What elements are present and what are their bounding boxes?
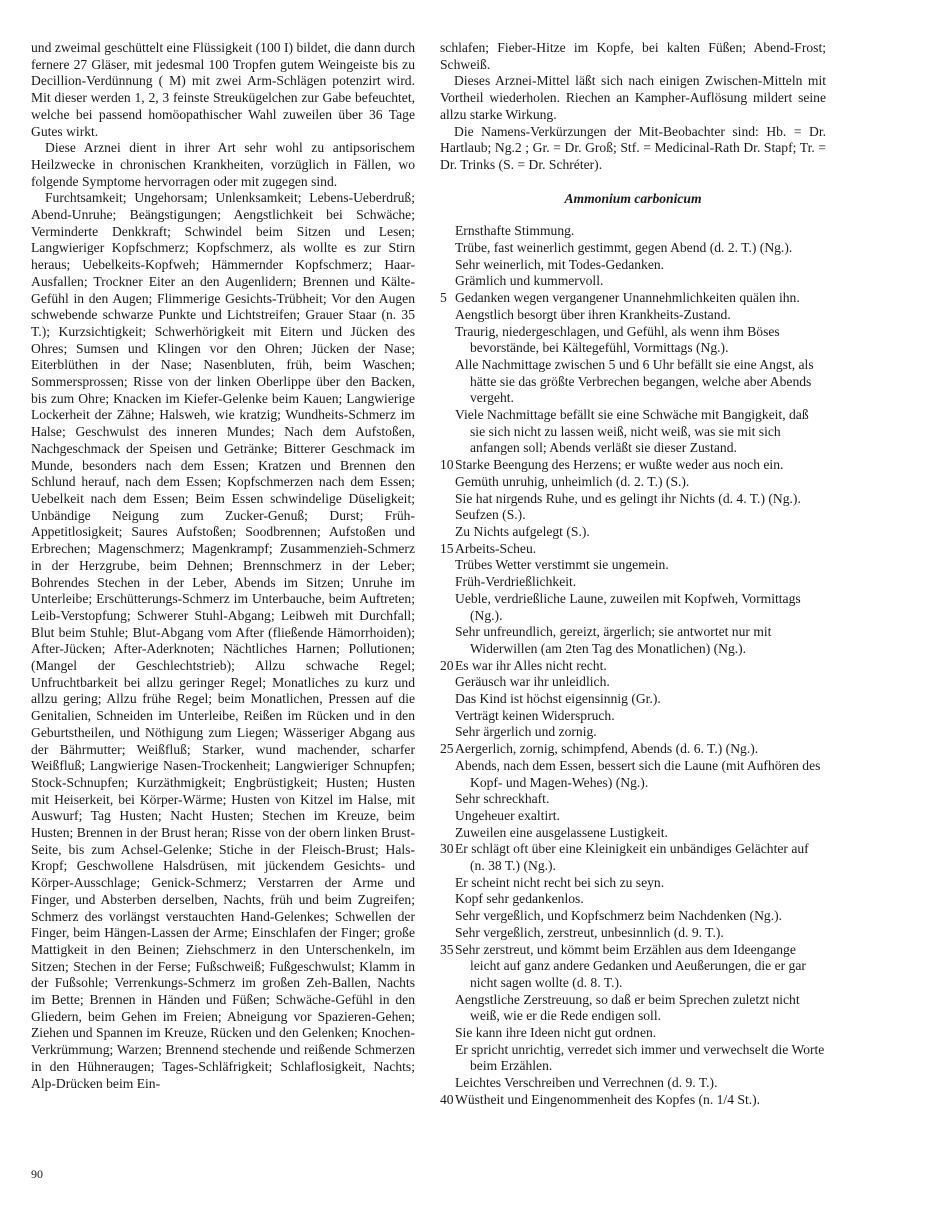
entry-text: Er scheint nicht recht bei sich zu seyn. bbox=[455, 874, 665, 890]
entry-text: Wüstheit und Eingenommenheit des Kopfes (n. 1/4 St.). bbox=[455, 1091, 761, 1107]
paragraph-usage: Diese Arznei dient in ihrer Art sehr wohl zu antipsorischem Heilzwecke in chronischen Krankheiten, vorzüglich in Fällen, wo folgende Symptome hervorragen oder mit zugegen sind. bbox=[31, 140, 415, 189]
entry-text: Er schlägt oft über eine Kleinigkeit ein unbändiges Gelächter auf (n. 38 T.) (Ng.). bbox=[455, 841, 809, 874]
symptom-entry bbox=[440, 691, 826, 708]
entry-text: Trübes Wetter verstimmt sie ungemein. bbox=[455, 557, 669, 573]
symptom-entry bbox=[440, 257, 826, 274]
symptom-entry bbox=[440, 908, 826, 925]
entry-text: Gemüth unruhig, unheimlich (d. 2. T.) (S.). bbox=[455, 473, 690, 489]
paragraph-abbreviations: Die Namens-Verkürzungen der Mit-Beobachter sind: Hb. = Dr. Hartlaub; Ng.2 ; Gr. = Dr. Groß; Stf. = Medicinal-Rath Dr. Stapf; Tr. = Dr. Trinks (S. = Dr. Schréter). bbox=[440, 123, 826, 172]
entry-text: Es war ihr Alles nicht recht. bbox=[455, 657, 607, 673]
entry-text: Geräusch war ihr unleidlich. bbox=[455, 674, 610, 690]
entry-text: Aergerlich, zornig, schimpfend, Abends (d. 6. T.) (Ng.). bbox=[455, 741, 759, 757]
symptom-entry bbox=[440, 307, 826, 324]
entry-text: Sehr weinerlich, mit Todes-Gedanken. bbox=[455, 256, 665, 272]
entry-text: Trübe, fast weinerlich gestimmt, gegen Abend (d. 2. T.) (Ng.). bbox=[455, 240, 793, 256]
symptom-entry bbox=[440, 223, 826, 240]
entry-text: Sehr ärgerlich und zornig. bbox=[455, 724, 597, 740]
symptom-entry bbox=[440, 925, 826, 942]
entry-text: Sehr vergeßlich, und Kopfschmerz beim Nachdenken (Ng.). bbox=[455, 908, 783, 924]
symptom-entry bbox=[440, 591, 826, 624]
symptom-entry bbox=[440, 808, 826, 825]
entry-text: Arbeits-Scheu. bbox=[455, 540, 537, 556]
entry-text: Abends, nach dem Essen, bessert sich die Laune (mit Aufhören des Kopf- und Magen-Wehes) (Ng.). bbox=[455, 757, 821, 790]
entry-text: Das Kind ist höchst eigensinnig (Gr.). bbox=[455, 691, 661, 707]
entry-text: Ueble, verdrießliche Laune, zuweilen mit Kopfweh, Vormittags (Ng.). bbox=[455, 590, 801, 623]
symptom-entry bbox=[440, 791, 826, 808]
symptom-entry bbox=[440, 240, 826, 257]
right-column bbox=[440, 40, 826, 1109]
symptom-entry bbox=[440, 273, 826, 290]
symptom-entry bbox=[440, 574, 826, 591]
entry-text: Aengstlich besorgt über ihren Krankheits-Zustand. bbox=[455, 306, 731, 322]
entry-text: Viele Nachmittage befällt sie eine Schwäche mit Bangigkeit, daß sie sich nicht zu lassen weiß, nicht weiß, was sie mit sich anfangen soll; Abends verläßt sie dieser Zustand. bbox=[455, 407, 809, 456]
entry-text: Sehr vergeßlich, zerstreut, unbesinnlich (d. 9. T.). bbox=[455, 924, 724, 940]
entry-text: Verträgt keinen Widerspruch. bbox=[455, 707, 615, 723]
symptom-entry bbox=[440, 724, 826, 741]
entry-text: Früh-Verdrießlichkeit. bbox=[455, 574, 577, 590]
entry-text: Sie hat nirgends Ruhe, und es gelingt ihr Nichts (d. 4. T.) (Ng.). bbox=[455, 490, 801, 506]
symptom-entry: 35Sehr zerstreut, und kömmt beim Erzählen aus dem Ideengange leicht auf ganz andere Gedanken und Aeußerungen, die er gar nicht sagen wollte (d. 8. T.). bbox=[440, 941, 806, 990]
entry-text: Grämlich und kummervoll. bbox=[455, 273, 604, 289]
entry-text: Ernsthafte Stimmung. bbox=[455, 223, 575, 239]
symptom-entry bbox=[440, 357, 826, 407]
symptom-entry bbox=[440, 624, 826, 657]
symptom-entry bbox=[440, 324, 826, 357]
entry-text: Zuweilen eine ausgelassene Lustigkeit. bbox=[455, 824, 668, 840]
entry-text: Traurig, niedergeschlagen, und Gefühl, als wenn ihm Böses bevorstände, bei Kältegefühl, Vormittags (Ng.). bbox=[455, 323, 780, 356]
paragraph-continuation: schlafen; Fieber-Hitze im Kopfe, bei kalten Füßen; Abend-Frost; Schweiß. bbox=[440, 40, 826, 72]
entry-text: Zu Nichts aufgelegt (S.). bbox=[455, 523, 590, 539]
section-heading: Ammonium carbonicum bbox=[564, 190, 702, 206]
entry-text: Sehr unfreundlich, gereizt, ärgerlich; sie antwortet nur mit Widerwillen (am 2ten Tag des Monatlichen) (Ng.). bbox=[455, 624, 772, 656]
page-number: 90 bbox=[31, 1167, 43, 1181]
symptom-entry bbox=[440, 825, 826, 842]
symptom-entry bbox=[440, 1025, 826, 1042]
symptom-entry: 30Er schlägt oft über eine Kleinigkeit ein unbändiges Gelächter auf (n. 38 T.) (Ng.). bbox=[440, 841, 809, 874]
entry-text: Kopf sehr gedankenlos. bbox=[455, 891, 584, 907]
symptom-entry: 15Arbeits-Scheu. bbox=[440, 540, 537, 556]
symptom-entry: 20Es war ihr Alles nicht recht. bbox=[440, 657, 607, 673]
symptom-entry bbox=[440, 1075, 826, 1092]
symptom-entry bbox=[440, 758, 826, 791]
paragraph-symptom-list: Furchtsamkeit; Ungehorsam; Unlenksamkeit; Lebens-Ueberdruß; Abend-Unruhe; Beängstigungen; Aengstlichkeit bei Schwäche; Verminderte Denkkraft; Schwindel beim Sitzen und Lesen; Langwieriger Kopfschmerz; Kopfschmerz, als wollte es zur Stirn heraus; Uebelkeits-Kopfweh; Hämmernder Kopfschmerz; Haar-Ausfallen; Trockner Eiter an den Augenlidern; Brennen und Kälte-Gefühl in den Augen; Flimmerige Gesichts-Trübheit; Vor den Augen schwebende schwarze Punkte und Lichtstreifen; Grauer Staar (n. 35 T.); Kurzsichtigkeit; Schwerhörigkeit mit Eitern und Jücken des Ohres; Sumsen und Klingen vor den Ohren; Jücken der Nase; Eiterblüthen in der Nase; Nasenbluten, früh, beim Waschen; Sommersprossen; Risse von der linken Oberlippe über den Backen, bis zum Ohre; Knacken im Kiefer-Gelenke beim Kauen; Langwierige Lockerheit der Zähne; Halsweh, wie kratzig; Wundheits-Schmerz im Halse; Geschwulst des inneren Mundes; Nach dem Aufstoßen, Nachgeschmack der Speisen und Getränke; Bitterer Geschmack im Munde, besonders nach dem Essen; Kratzen und Brennen den Schlund herauf, nach dem Essen; Kopfschmerzen nach dem Essen; Uebelkeit nach dem Essen; Beim Essen schwindelige Düseligkeit; Unbändige Neigung zum Zucker-Genuß; Durst; Früh-Appetitlosigkeit; Saures Aufstoßen; Soodbrennen; Aufstoßen und Erbrechen; Magenschmerz; Magenkrampf; Zusammenzieh-Schmerz in der Herzgrube, beim Dehnen; Brennschmerz in der Leber; Bohrendes Stechen in der Leber, Abends im Sitzen; Unruhe im Unterleibe; Erschütterungs-Schmerz im Unterbauche, beim Auftreten; Leib-Verstopfung; Schwerer Stuhl-Abgang; Leibweh mit Durchfall; Blut beim Stuhle; Blut-Abgang vom After (fließende Hämorrhoiden); After-Jücken; After-Aderknoten; Nächtliches Harnen; Pollutionen; (Mangel der Geschlechtstrieb); Allzu schwache Regel; Unfruchtbarkeit bei allzu geringer Regel; Monatliches zu kurz und allzu gering; Allzu frühe Regel; beim Monatlichen, Pressen auf die Genitalien, Schneiden im Unterleibe, Reißen im Rücken und in den Geburtstheilen, und Nöthigung zum Liegen; Wässeriger Abgang aus der Bährmutter; Weißfluß; Starker, wund machender, scharfer Weißfluß; Langwierige Nasen-Trockenheit; Langwieriger Schnupfen; Stock-Schnupfen; Kurzäthmigkeit; Engbrüstigkeit; Husten; Husten mit Heiserkeit, bei Körper-Wärme; Husten von Kitzel im Halse, mit Auswurf; Tag Husten; Nacht Husten; Stechen im Kreuze, beim Husten; Brennen in der Brust heran; Risse von der obern linken Brust-Seite, bis zum Achsel-Gelenke; Stiche in der Fleisch-Brust; Hals-Kropf; Geschwollene Halsdrüsen, mit jückendem Gesichts- und Körper-Ausschlage; Genick-Schmerz; Verstarren der Arme und Finger, und Absterben derselben, Nachts, früh und beim Zugreifen; Schmerz des vorlängst verstauchten Hand-Gelenkes; Schwellen der Finger, beim Hängen-Lassen der Arme; Einschlafen der Finger; große Mattigkeit in den Beinen; Ziehschmerz in den Unterschenkeln, im Sitzen; Stechen in der Ferse; Fußschweiß; Fußgeschwulst; Klamm in der Fußsohle; Verrenkungs-Schmerz im großen Zeh-Ballen, Nachts im Bette; Brennen in Händen und Füßen; Schwäche-Gefühl in den Gliedern, beim Gehen im Freien; Abneigung vor Spazieren-Gehen; Ziehen und Spannen im Kreuze, Rücken und den Gelenken; Knochen-Verkrümmung; Warzen; Brennend stechende und reißende Schmerzen in den Hühneraugen; Tages-Schläfrigkeit; Schlaflosigkeit, Nachts; Alp-Drücken beim Ein- bbox=[31, 190, 415, 1091]
entry-text: Er spricht unrichtig, verredet sich immer und verwechselt die Worte beim Erzählen. bbox=[455, 1041, 825, 1074]
symptom-entry bbox=[440, 708, 826, 725]
entry-text: Sie kann ihre Ideen nicht gut ordnen. bbox=[455, 1025, 657, 1041]
symptom-entry bbox=[440, 674, 826, 691]
symptom-entry: 5 Gedanken wegen vergangener Unannehmlichkeiten quälen ihn. bbox=[440, 290, 800, 306]
symptom-entry bbox=[440, 507, 826, 524]
entry-text: Starke Beengung des Herzens; er wußte weder aus noch ein. bbox=[455, 457, 784, 473]
left-column bbox=[31, 40, 415, 1092]
entry-text: Gedanken wegen vergangener Unannehmlichkeiten quälen ihn. bbox=[455, 290, 800, 306]
entry-text: Aengstliche Zerstreuung, so daß er beim Sprechen zuletzt nicht weiß, wie er die Rede endigen soll. bbox=[455, 991, 800, 1024]
symptom-entry bbox=[440, 407, 826, 457]
symptom-entries bbox=[440, 223, 826, 1108]
entry-text: Sehr zerstreut, und kömmt beim Erzählen aus dem Ideengange leicht auf ganz andere Gedanken und Aeußerungen, die er gar nicht sagen wollte (d. 8. T.). bbox=[455, 941, 806, 990]
symptom-entry bbox=[440, 474, 826, 491]
symptom-entry bbox=[440, 1042, 826, 1075]
symptom-entry: 25Aergerlich, zornig, schimpfend, Abends (d. 6. T.) (Ng.). bbox=[440, 741, 759, 757]
entry-text: Sehr schreckhaft. bbox=[455, 791, 550, 807]
symptom-entry bbox=[440, 891, 826, 908]
entry-text: Leichtes Verschreiben und Verrechnen (d. 9. T.). bbox=[455, 1075, 718, 1091]
paragraph-repetition: Dieses Arznei-Mittel läßt sich nach einigen Zwischen-Mitteln mit Vortheil wiederholen. Riechen an Kampher-Auflösung mildert seine allzu starke Wirkung. bbox=[440, 73, 826, 122]
paragraph-preparation: und zweimal geschüttelt eine Flüssigkeit (100 I) bildet, die dann durch fernere 27 Gläser, mit jedesmal 100 Tropfen gutem Weingeiste bis zu Decillion-Verdünnung ( M) mit zwei Arm-Schlägen potenzirt wird. Mit dieser werden 1, 2, 3 feinste Streukügelchen zur Gabe befeuchtet, welche bei passend homöopathischer Wahl zuweilen über 36 Tage Gutes wirkt. bbox=[31, 40, 415, 139]
entry-text: Alle Nachmittage zwischen 5 und 6 Uhr befällt sie eine Angst, als hätte sie das größte Verbrechen begangen, welche aber Abends vergeht. bbox=[455, 356, 814, 406]
symptom-entry: 40Wüstheit und Eingenommenheit des Kopfes (n. 1/4 St.). bbox=[440, 1091, 761, 1107]
symptom-entry bbox=[440, 992, 826, 1025]
entry-text: Seufzen (S.). bbox=[455, 507, 526, 523]
symptom-entry bbox=[440, 557, 826, 574]
symptom-entry bbox=[440, 524, 826, 541]
symptom-entry bbox=[440, 491, 826, 508]
symptom-entry: 10Starke Beengung des Herzens; er wußte weder aus noch ein. bbox=[440, 457, 784, 473]
entry-text: Ungeheuer exaltirt. bbox=[455, 807, 560, 823]
symptom-entry bbox=[440, 875, 826, 892]
